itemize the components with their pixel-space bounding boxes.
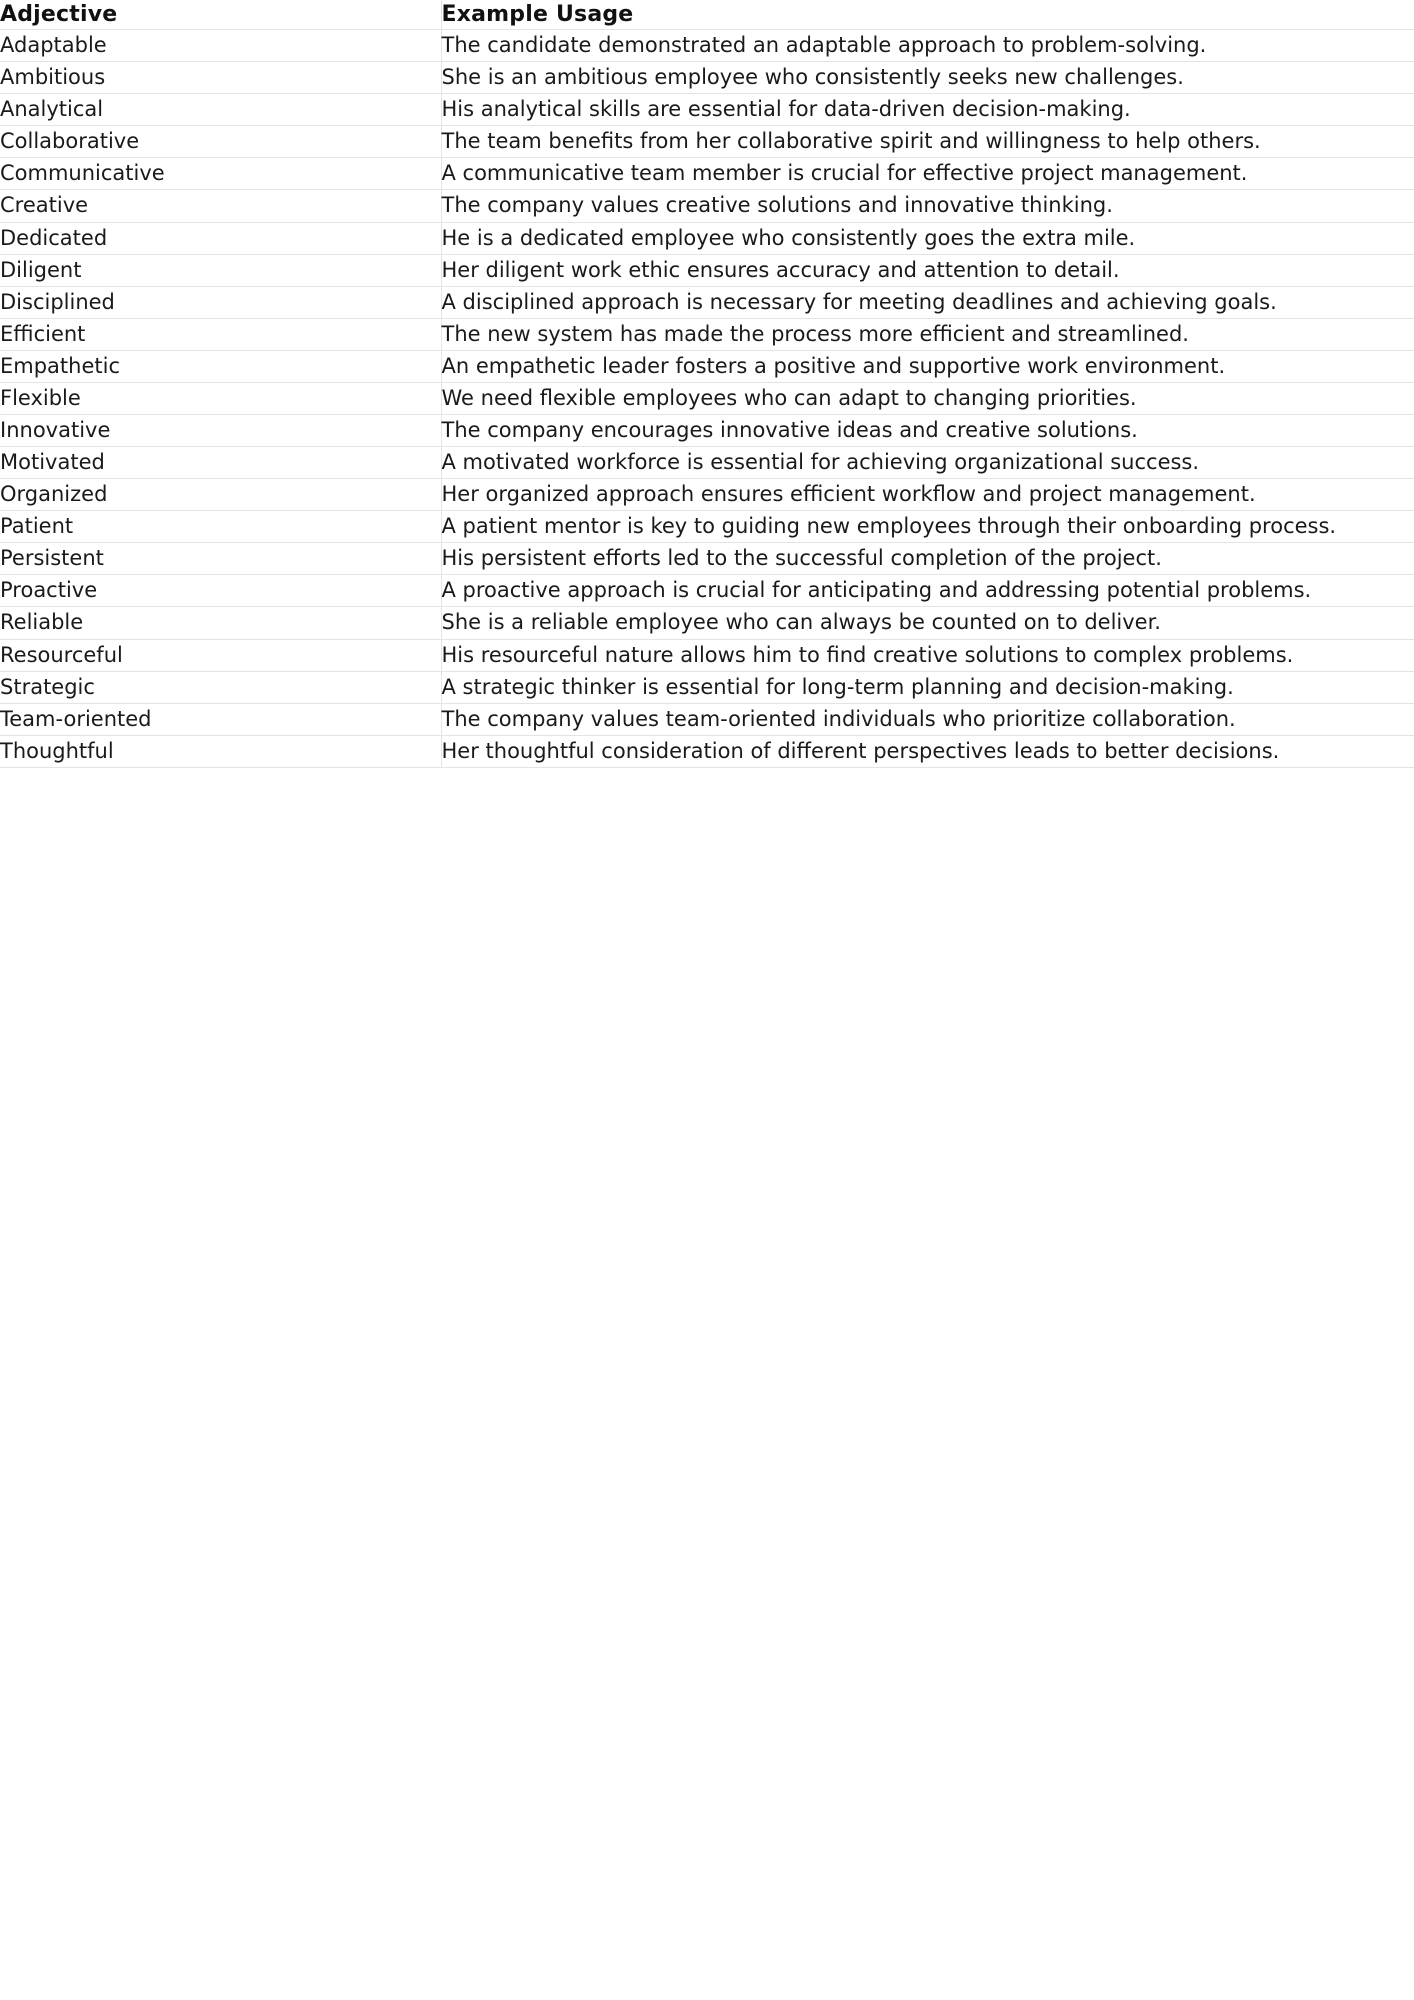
cell-adjective: Dedicated bbox=[0, 222, 441, 254]
cell-adjective: Empathetic bbox=[0, 350, 441, 382]
cell-example-usage: The company values creative solutions and innovative thinking. bbox=[441, 190, 1414, 222]
cell-example-usage: His resourceful nature allows him to find creative solutions to complex problems. bbox=[441, 639, 1414, 671]
cell-example-usage: A disciplined approach is necessary for meeting deadlines and achieving goals. bbox=[441, 286, 1414, 318]
cell-example-usage: The company encourages innovative ideas and creative solutions. bbox=[441, 414, 1414, 446]
cell-example-usage: Her diligent work ethic ensures accuracy and attention to detail. bbox=[441, 254, 1414, 286]
cell-example-usage: A proactive approach is crucial for anticipating and addressing potential problems. bbox=[441, 575, 1414, 607]
table-row bbox=[0, 222, 1414, 254]
table-row bbox=[0, 126, 1414, 158]
cell-example-usage: A communicative team member is crucial for effective project management. bbox=[441, 158, 1414, 190]
table-row bbox=[0, 575, 1414, 607]
column-header-adjective: Adjective bbox=[0, 0, 441, 30]
table-row bbox=[0, 286, 1414, 318]
cell-example-usage: A motivated workforce is essential for achieving organizational success. bbox=[441, 447, 1414, 479]
cell-example-usage: Her thoughtful consideration of different perspectives leads to better decisions. bbox=[441, 735, 1414, 767]
cell-adjective: Ambitious bbox=[0, 62, 441, 94]
cell-adjective: Collaborative bbox=[0, 126, 441, 158]
cell-example-usage: She is an ambitious employee who consistently seeks new challenges. bbox=[441, 62, 1414, 94]
cell-example-usage: A patient mentor is key to guiding new employees through their onboarding process. bbox=[441, 511, 1414, 543]
adjective-example-table bbox=[0, 0, 1414, 768]
cell-example-usage: A strategic thinker is essential for long-term planning and decision-making. bbox=[441, 671, 1414, 703]
cell-example-usage: Her organized approach ensures efficient workflow and project management. bbox=[441, 479, 1414, 511]
cell-adjective: Adaptable bbox=[0, 30, 441, 62]
table-body bbox=[0, 30, 1414, 768]
cell-adjective: Diligent bbox=[0, 254, 441, 286]
table-row bbox=[0, 447, 1414, 479]
cell-adjective: Organized bbox=[0, 479, 441, 511]
table-row bbox=[0, 382, 1414, 414]
table-row bbox=[0, 639, 1414, 671]
table-row bbox=[0, 511, 1414, 543]
table-header-row bbox=[0, 0, 1414, 30]
table-row bbox=[0, 254, 1414, 286]
cell-example-usage: The team benefits from her collaborative spirit and willingness to help others. bbox=[441, 126, 1414, 158]
cell-adjective: Communicative bbox=[0, 158, 441, 190]
cell-adjective: Proactive bbox=[0, 575, 441, 607]
table-row bbox=[0, 30, 1414, 62]
table-row bbox=[0, 543, 1414, 575]
cell-adjective: Disciplined bbox=[0, 286, 441, 318]
cell-example-usage: The candidate demonstrated an adaptable approach to problem-solving. bbox=[441, 30, 1414, 62]
cell-adjective: Thoughtful bbox=[0, 735, 441, 767]
cell-adjective: Efficient bbox=[0, 318, 441, 350]
table-row bbox=[0, 350, 1414, 382]
cell-example-usage: The new system has made the process more efficient and streamlined. bbox=[441, 318, 1414, 350]
table-row bbox=[0, 94, 1414, 126]
column-header-example-usage: Example Usage bbox=[441, 0, 1414, 30]
table-row bbox=[0, 703, 1414, 735]
table-row bbox=[0, 158, 1414, 190]
cell-adjective: Reliable bbox=[0, 607, 441, 639]
table-row bbox=[0, 671, 1414, 703]
cell-example-usage: His analytical skills are essential for data-driven decision-making. bbox=[441, 94, 1414, 126]
cell-adjective: Analytical bbox=[0, 94, 441, 126]
table-row bbox=[0, 479, 1414, 511]
cell-adjective: Strategic bbox=[0, 671, 441, 703]
cell-adjective: Creative bbox=[0, 190, 441, 222]
table-header bbox=[0, 0, 1414, 30]
table-row bbox=[0, 190, 1414, 222]
cell-example-usage: We need flexible employees who can adapt to changing priorities. bbox=[441, 382, 1414, 414]
cell-adjective: Flexible bbox=[0, 382, 441, 414]
cell-adjective: Resourceful bbox=[0, 639, 441, 671]
table-row bbox=[0, 414, 1414, 446]
cell-adjective: Innovative bbox=[0, 414, 441, 446]
cell-example-usage: The company values team-oriented individuals who prioritize collaboration. bbox=[441, 703, 1414, 735]
cell-example-usage: She is a reliable employee who can always be counted on to deliver. bbox=[441, 607, 1414, 639]
cell-example-usage: An empathetic leader fosters a positive and supportive work environment. bbox=[441, 350, 1414, 382]
table-row bbox=[0, 318, 1414, 350]
cell-adjective: Motivated bbox=[0, 447, 441, 479]
table-row bbox=[0, 62, 1414, 94]
table-row bbox=[0, 735, 1414, 767]
cell-adjective: Persistent bbox=[0, 543, 441, 575]
cell-example-usage: He is a dedicated employee who consistently goes the extra mile. bbox=[441, 222, 1414, 254]
cell-adjective: Team-oriented bbox=[0, 703, 441, 735]
cell-example-usage: His persistent efforts led to the successful completion of the project. bbox=[441, 543, 1414, 575]
cell-adjective: Patient bbox=[0, 511, 441, 543]
table-row bbox=[0, 607, 1414, 639]
